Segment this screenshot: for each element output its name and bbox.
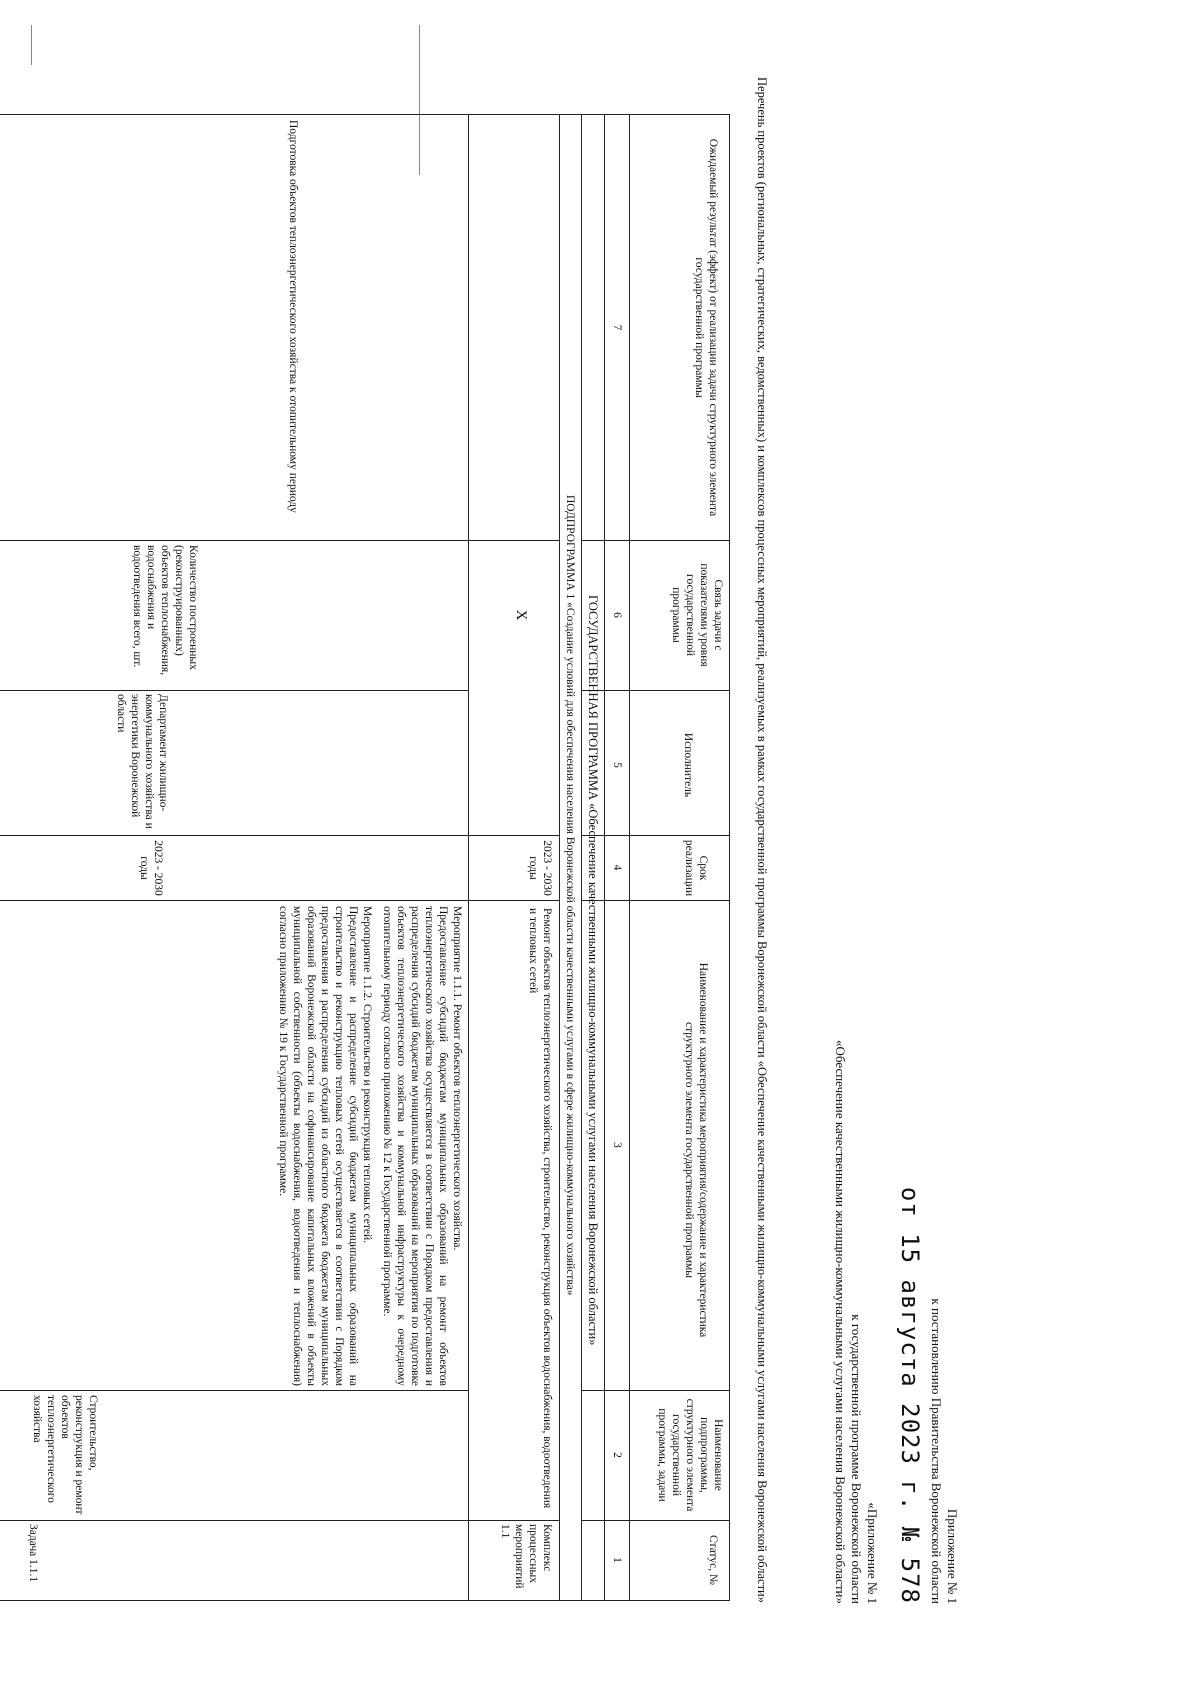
column-separator [582,540,730,541]
document-date-number: от 15 августа 2023 г. № 578 [896,1186,924,1604]
column-separator [582,690,730,691]
complex-link-mark: X [513,609,529,621]
task-name: Строительство, реконструкция и ремонт объектов теплоэнергетического хозяйства [31,1395,99,1515]
column-numbers-divider [604,114,605,1601]
document-title: Перечень проектов (региональных, стратегических, ведомственных) и комплексов процессных мероприятий, реализуемых в рамках государственной программы Воронежской области «Обеспечение качественными жилищно-коммунальными услугами населения Воронежской области» [755,77,769,1603]
column-separator [582,835,730,836]
table-border-top [729,114,730,1601]
complex-description: Ремонт объектов теплоэнергетического хозяйства, строительство, реконструкция объектов водоснабжения, водоотведения и тепловых сетей [527,908,553,1509]
column-number: 6 [611,612,623,618]
measure-2-text: Предоставление и распределение субсидий бюджетам муниципальных образований на строительство и реконструкцию тепловых сетей осуществляется в соответствии с Порядком предоставления и распределения субсидий из областного бюджета бюджетам муниципальных образований Воронежской области на софинансирование капитальных вложений в объекты муниципальной собственности (объекты водоснабжения, водоотведения и теплоснабжения) согласно приложению № 19 к Государственной программе. [277,906,359,1386]
column-separator [0,900,560,901]
column-number: 3 [611,1142,623,1148]
column-number: 4 [611,864,623,871]
prev-program-name: «Обеспечение качественными жилищно-коммунальными услугами населения Воронежской области» [833,1040,848,1604]
column-separator [0,1390,469,1391]
measure-1-text: Предоставление субсидий бюджетам муниципальных образований на ремонт объектов теплоэнергетического хозяйства осуществляется в соответствии с Порядком предоставления и распределения субсидий бюджетам муниципальных образований на мероприятия по подготовке объектов теплоэнергетического хозяйства и коммунальной инфраструктуры к очередному отопительному периоду согласно приложению № 12 к Государственной программе. [381,906,449,1386]
task-period: 2023 - 2030 годы [138,840,164,896]
task-expected-result: Подготовка объектов теплоэнергетического хозяйства к отопительному периоду [287,120,299,513]
header-expected-result: Ожидаемый результат (эффект) от реализации задачи структурного элемента государственной программы [693,138,719,517]
subprogram-row: ПОДПРОГРАММА 1 «Создание условий для обеспечения населения Воронежской области качественными услугами в сфере жилищно-коммунального хозяйства» [564,495,576,1296]
header-measure: Наименование и характеристика мероприятия/содержание и характеристика структурного элемента государственной программы [683,962,709,1338]
task-measures [276,906,464,1386]
column-number: 5 [611,762,623,768]
program-row-divider [581,114,582,1601]
complex-period: 2023 - 2030 годы [527,840,553,896]
task-status: Задача 1.1.1 [27,1524,39,1583]
header-divider [629,114,630,1601]
column-number: 1 [611,1557,623,1563]
complex-row-divider [468,114,469,1601]
task-indicator: Количество построенных (реконструированных) объектов теплоснабжения, водоснабжения и водоотведения всего, шт. [131,545,199,676]
column-number: 2 [611,1452,623,1458]
column-separator [0,1520,560,1521]
prev-appendix-to: к государственной программе Воронежской области [849,1314,864,1604]
header-period: Срок реализации [683,839,709,897]
table-border-left [0,1600,730,1601]
scan-artifact [419,25,420,175]
appendix-label: Приложение № 1 [945,1508,960,1604]
complex-status: Комплекс процессных мероприятий 1.1 [499,1524,553,1589]
column-separator [0,114,730,115]
measure-2-title: Мероприятие 1.1.2. Строительство и реконструкция тепловых сетей. [361,906,373,1244]
column-number: 7 [611,324,623,331]
header-subprogram-name: Наименование подпрограммы, структурного элемента государственной программы, задачи [656,1398,724,1512]
column-separator [582,1390,730,1391]
task-executor: Департамент жилищно-коммунального хозяйства и энергетики Воронежской области [115,694,169,829]
header-indicator-link: Связь задачи с показателями уровня государственной программы [670,563,724,667]
program-row: ГОСУДАРСТВЕННАЯ ПРОГРАММА «Обеспечение качественными жилищно-коммунальными услугами населения Воронежской области» [586,595,600,1346]
column-separator [582,900,730,901]
subprogram-row-divider [559,114,560,1601]
prev-appendix-label: «Приложение № 1 [865,1502,880,1604]
column-separator [0,690,469,691]
scan-artifact [31,25,32,65]
column-separator [0,835,560,836]
column-separator [0,540,560,541]
measure-1-title: Мероприятие 1.1.1. Ремонт объектов теплоэнергетического хозяйства. [451,906,463,1251]
header-executor: Исполнитель [682,732,694,798]
appendix-to: к постановлению Правительства Воронежской области [929,1298,944,1604]
column-separator [582,1520,730,1521]
header-status: Статус, № [707,1535,719,1585]
